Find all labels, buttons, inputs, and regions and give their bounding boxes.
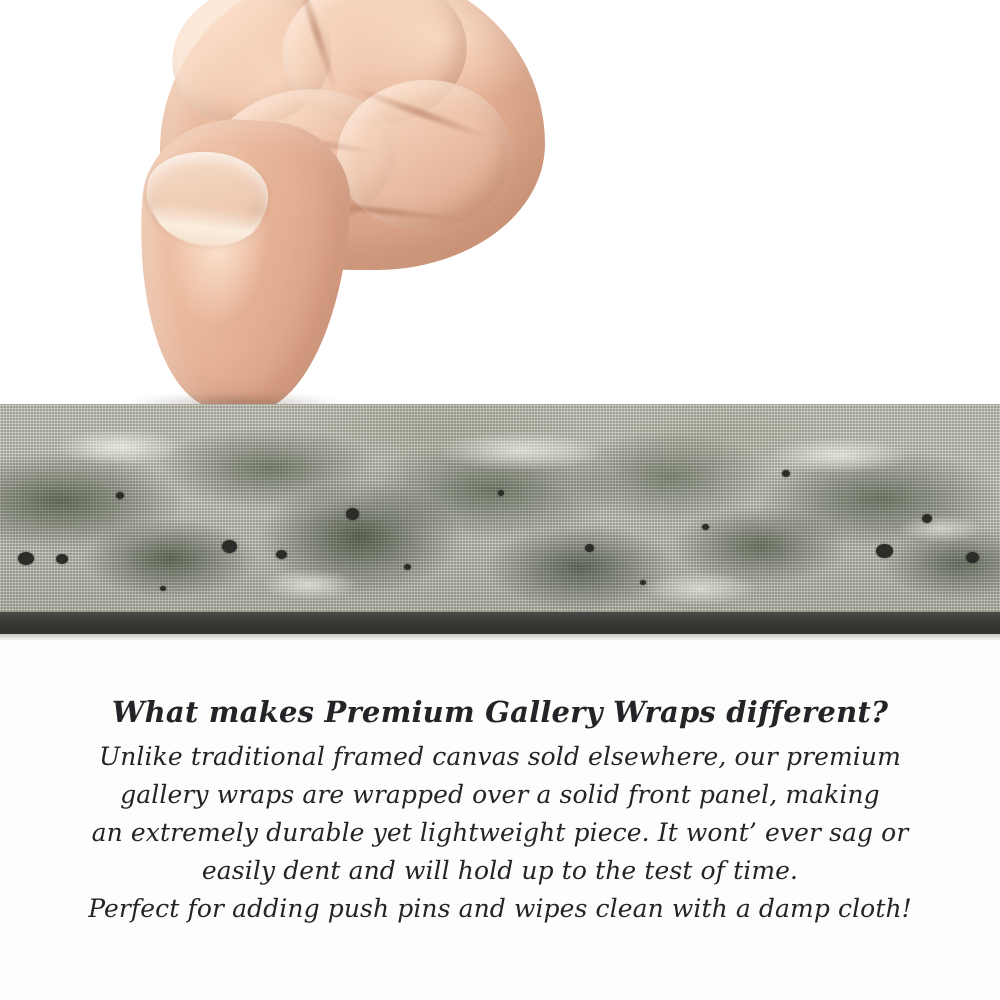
index-finger bbox=[128, 113, 356, 417]
caption-line-2: gallery wraps are wrapped over a solid front panel, making bbox=[120, 780, 880, 809]
canvas-edge-strip bbox=[0, 404, 1000, 619]
canvas-speck bbox=[116, 492, 124, 499]
canvas-speck bbox=[922, 514, 932, 523]
canvas-speck bbox=[346, 508, 359, 520]
canvas-bottom-edge bbox=[0, 612, 1000, 634]
canvas-speck bbox=[702, 524, 709, 530]
canvas-speck bbox=[640, 580, 646, 585]
caption-line-1: Unlike traditional framed canvas sold elsewhere, our premium bbox=[99, 742, 901, 771]
caption-block bbox=[0, 690, 1000, 928]
canvas-speck bbox=[585, 544, 594, 552]
canvas-speck bbox=[404, 564, 411, 570]
caption-line-5: Perfect for adding push pins and wipes clean with a damp cloth! bbox=[88, 894, 912, 923]
hand-illustration bbox=[132, 0, 552, 430]
canvas-speck bbox=[160, 586, 166, 591]
canvas-speck bbox=[18, 552, 34, 565]
canvas-speck bbox=[966, 552, 979, 563]
canvas-highlight-texture bbox=[0, 404, 1000, 619]
canvas-speck bbox=[498, 490, 504, 496]
canvas-speck bbox=[56, 554, 68, 564]
canvas-speck bbox=[876, 544, 893, 558]
caption-line-3: an extremely durable yet lightweight piece. It wont’ ever sag or bbox=[91, 818, 909, 847]
canvas-speck bbox=[222, 540, 237, 553]
canvas-speck bbox=[782, 470, 790, 477]
canvas-drop-shadow bbox=[0, 632, 1000, 640]
caption-line-4: easily dent and will hold up to the test of time. bbox=[201, 856, 799, 885]
canvas-speck bbox=[276, 550, 287, 559]
caption-headline: What makes Premium Gallery Wraps different? bbox=[111, 695, 889, 729]
